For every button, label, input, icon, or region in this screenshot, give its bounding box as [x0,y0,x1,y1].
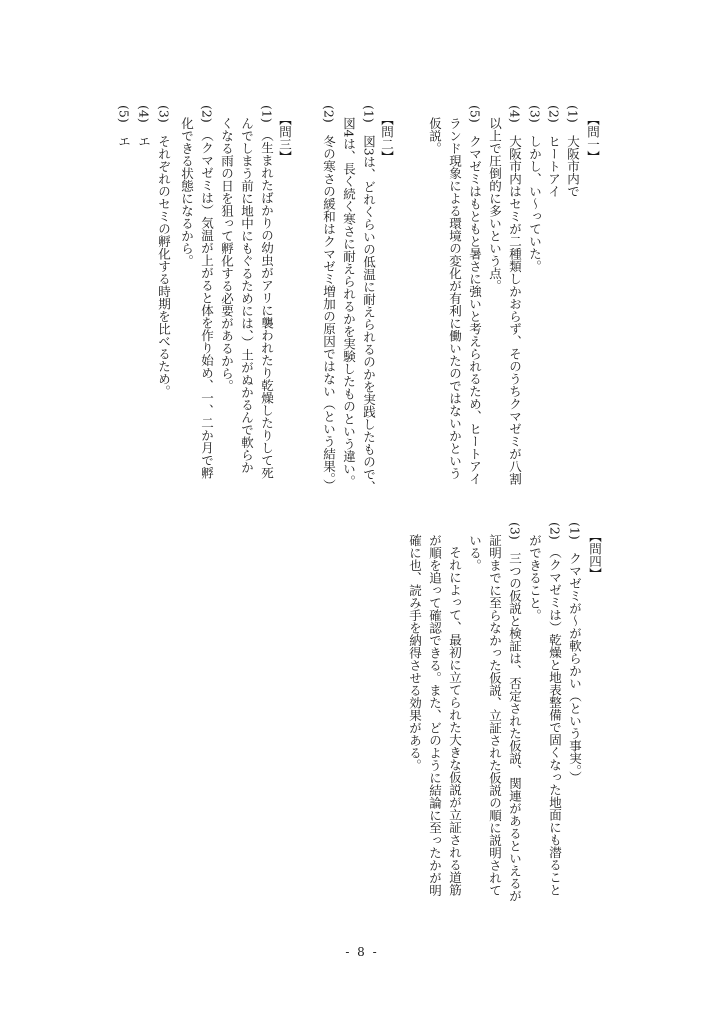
answer-line-q4-3e: が順を追って確認できる。また、どのように結論に至ったかが明 [427,534,443,897]
page-number: - 8 - [345,945,379,959]
answer-line-q1-5: (5) クマゼミはもともと暑さに強いと考えられるため、ヒートアイ [467,105,483,486]
answer-line-q4-3b: 証明までに至らなかった仮説、立証された仮説の順に説明されて [487,534,503,897]
answer-line-q4-3f: 確に也、読み手を納得させる効果がある。 [407,534,423,772]
answer-line-q1-4: (4) 大阪市内はセミが二種類しかおらず、そのうちクマゼミが八割 [507,105,523,486]
answer-line-q2-1b: 図4は、長く続く寒さに耐えられるかを実験したものという違い。 [341,117,357,488]
answer-line-q2-head: 【問二】 [379,113,395,163]
answer-line-q3-1c: くなる雨の日を狙って孵化する必要があるから。 [219,117,235,392]
answer-line-q2-1: (1) 図3は、どれくらいの低温に耐えられるのかを実践したもので、 [361,105,377,494]
answer-line-q3-2b: 化できる状態になるから。 [179,117,195,267]
answer-line-q4-head: 【問四】 [587,530,603,580]
answer-line-q1-3: (3) しかし、い〜っていた。 [527,105,543,273]
answer-line-q1-2: (2) ヒートアイ [546,105,562,198]
answer-line-q3-3: (3) それぞれのセミの孵化する時期を比べるため。 [156,105,172,398]
answer-line-q4-2: (2) （クマゼミは）乾燥と地表整備で固くなった地面にも潜ること [547,522,563,896]
answer-line-q1-1: (1) 大阪市内で [565,105,581,198]
answer-line-q1-5c: 仮説。 [427,117,443,155]
answer-line-q1-4b: 以上で圧倒的に多いという点。 [487,117,503,292]
answer-line-q4-3: (3) 三つの仮説と検証は、否定された仮説、関連があるといえるが [507,522,523,903]
answer-line-q4-2b: ができること。 [527,534,543,622]
answer-line-q1-5b: ランド現象による環境の変化が有利に働いたのではないかという [447,117,463,480]
answer-line-q3-head: 【問三】 [277,113,293,163]
answer-line-q4-3c: いる。 [467,534,483,572]
answer-line-q4-3d: それによって、最初に立てられた大きな仮説が立証される道筋 [447,546,463,896]
answer-line-q3-1b: んでしまう前に地中にもぐるためには、）土がぬかるんで軟らか [239,117,255,474]
answer-line-q2-2: (2) 冬の寒さの緩和はクマゼミ増加の原因ではない（という結果。） [321,105,337,492]
answer-line-q4-1: (1) クマゼミが〜が軟らかい（という事実。） [567,522,583,784]
answer-line-q3-5: (5) エ [116,105,132,148]
answer-line-q3-4: (4) エ [136,105,152,148]
answer-line-q3-2: (2) （クマゼミは）気温が上がると体を作り始め、一、二か月で孵 [199,105,215,479]
answer-line-q1-head: 【問一】 [585,113,601,163]
answer-line-q3-1: (1) （生まれたばかりの幼虫がアリに襲われたり乾燥したりして死 [259,105,275,479]
